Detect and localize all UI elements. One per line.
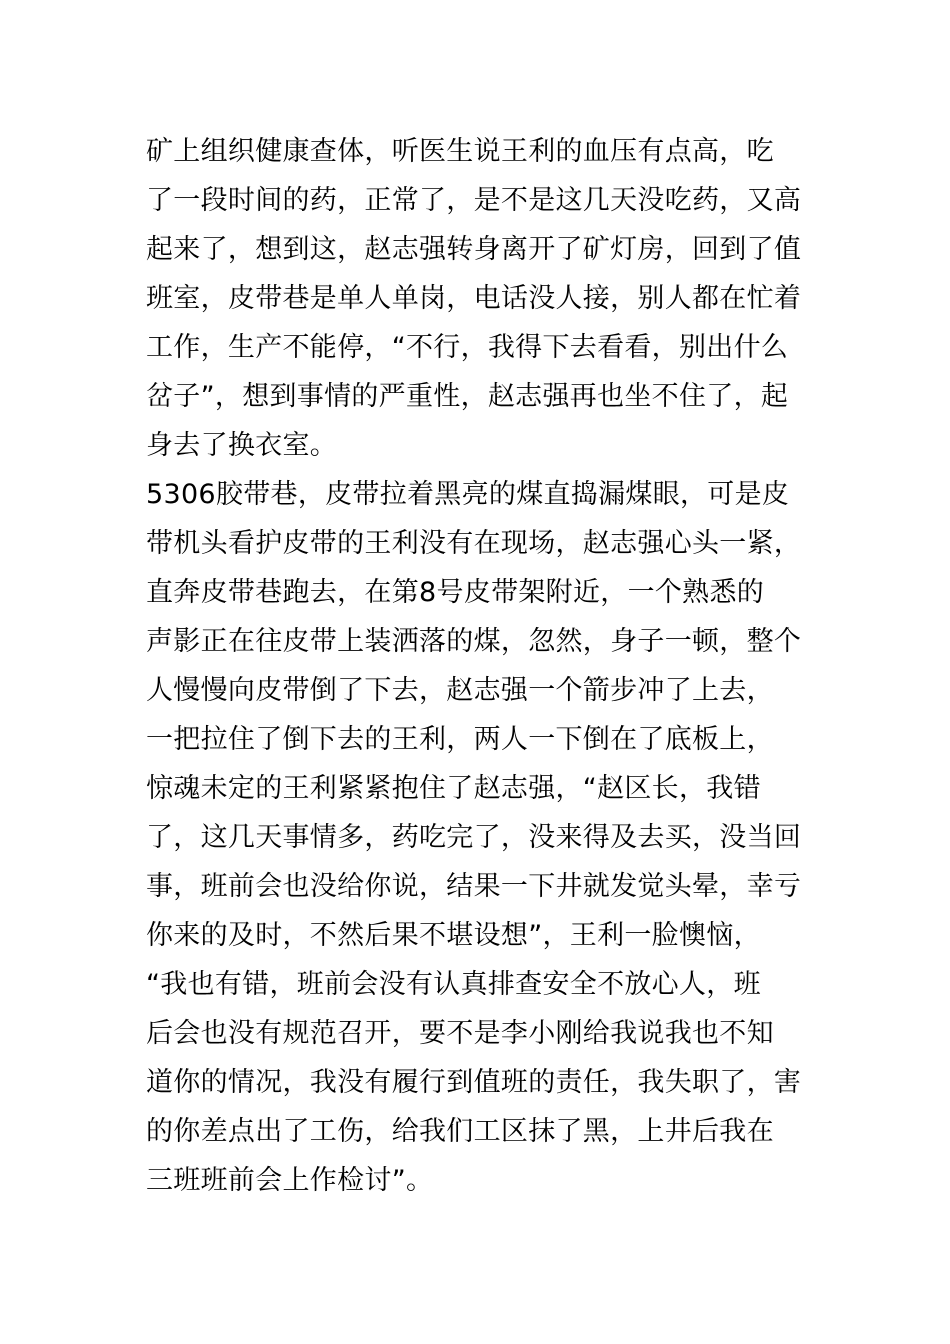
text-line: 5306胶带巷，皮带拉着黑亮的煤直捣漏煤眼，可是皮: [146, 479, 790, 510]
text-line: 的你差点出了工伤，给我们工区抹了黑，上井后我在: [146, 1116, 774, 1147]
text-line: 了，这几天事情多，药吃完了，没来得及去买，没当回: [146, 822, 802, 853]
text-line: 一把拉住了倒下去的王利，两人一下倒在了底板上，: [146, 724, 774, 755]
text-line: 工作，生产不能停，“不行，我得下去看看，别出什么: [146, 332, 789, 363]
text-line: 事，班前会也没给你说，结果一下井就发觉头晕，幸亏: [146, 871, 802, 902]
text-line: “我也有错，班前会没有认真排查安全不放心人，班: [146, 969, 761, 1000]
text-line: 了一段时间的药，正常了，是不是这几天没吃药，又高: [146, 185, 802, 216]
text-line: 矿上组织健康查体，听医生说王利的血压有点高，吃: [146, 136, 774, 167]
text-line: 人慢慢向皮带倒了下去，赵志强一个箭步冲了上去，: [146, 675, 774, 706]
text-line: 声影正在往皮带上装洒落的煤，忽然，身子一顿，整个: [146, 626, 802, 657]
text-line: 带机头看护皮带的王利没有在现场，赵志强心头一紧，: [146, 528, 802, 559]
text-line: 你来的及时，不然后果不堪设想”，王利一脸懊恼，: [146, 920, 761, 951]
text-line: 后会也没有规范召开，要不是李小刚给我说我也不知: [146, 1018, 774, 1049]
text-line: 直奔皮带巷跑去，在第8号皮带架附近，一个熟悉的: [146, 577, 765, 608]
text-line: 起来了，想到这，赵志强转身离开了矿灯房，回到了值: [146, 234, 802, 265]
text-line: 班室，皮带巷是单人单岗，电话没人接，别人都在忙着: [146, 283, 802, 314]
text-line: 道你的情况，我没有履行到值班的责任，我失职了，害: [146, 1067, 802, 1098]
text-line: 岔子”，想到事情的严重性，赵志强再也坐不住了，起: [146, 381, 789, 412]
text-line: 惊魂未定的王利紧紧抱住了赵志强，“赵区长，我错: [146, 773, 761, 804]
body-text: [146, 127, 826, 1205]
text-line: 身去了换衣室。: [146, 430, 338, 461]
text-line: 三班班前会上作检讨”。: [146, 1165, 434, 1196]
